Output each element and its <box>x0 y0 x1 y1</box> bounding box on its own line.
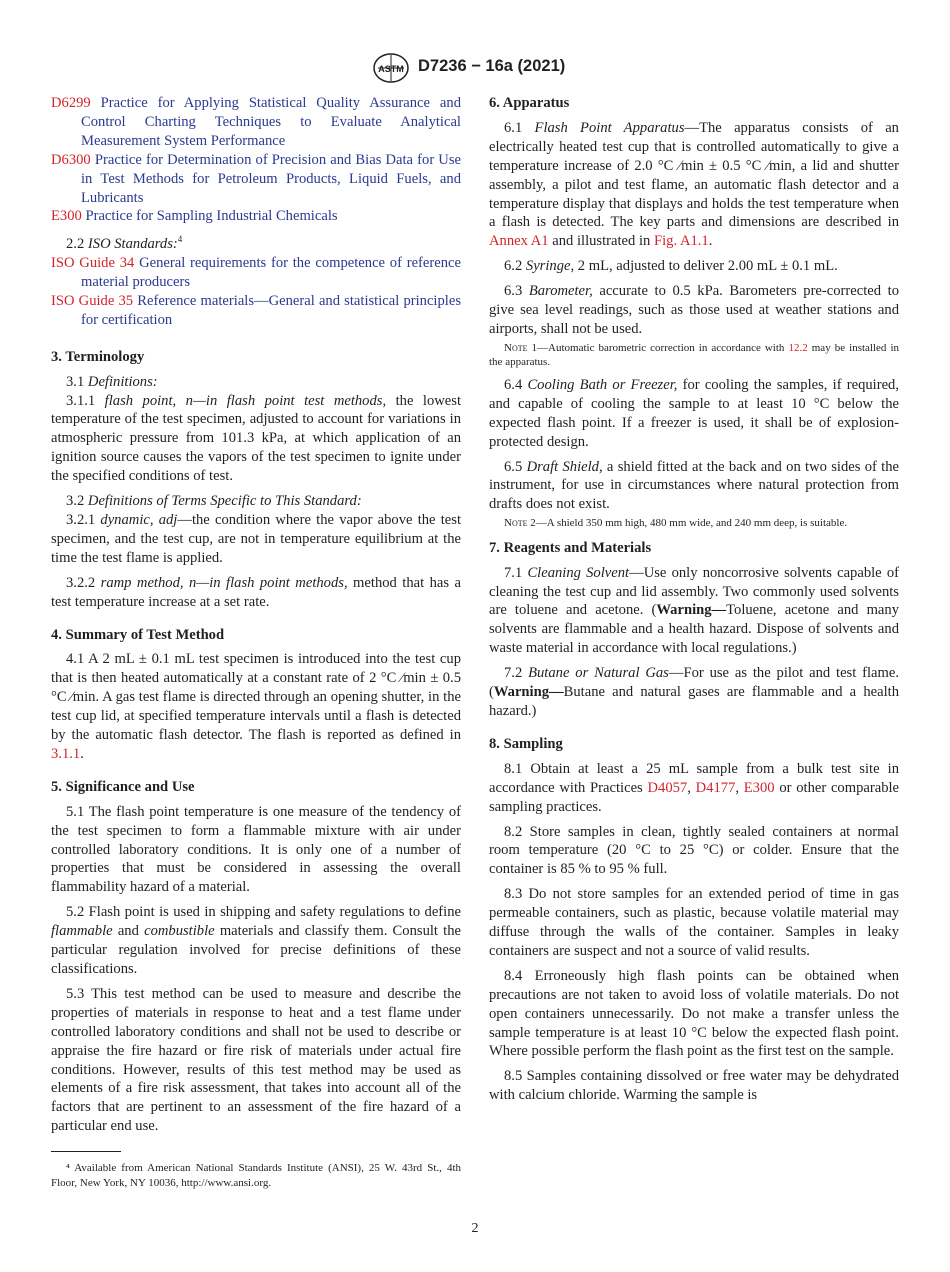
reference-code[interactable]: ISO Guide 35 <box>51 292 134 309</box>
section-heading-terminology: 3. Terminology <box>51 348 145 365</box>
paragraph-5-1: 5.1 The flash point temperature is one measure of the tendency of the test specimen to form a flammable mixture with air under controlled laboratory conditions. It is only one of a number of properties that must be considered in assessing the overall flammability hazard of a material. <box>51 803 461 896</box>
reference-iso-guide-34 <box>51 254 461 292</box>
link-3-1-1[interactable]: 3.1.1 <box>51 745 81 762</box>
paragraph-4-1: 4.1 A 2 mL ± 0.1 mL test specimen is introduced into the test cup that is then heated automatically at a constant rate of 2 °C ⁄min ± 0.5 °C ⁄min. A gas test flame is directed through an opening shutter, in the test cup lid, at specified temperature intervals until a flash is detected by the automatic flash detector. The flash is reported as defined in 3.1.1. <box>51 651 461 762</box>
section-heading-reagents: 7. Reagents and Materials <box>489 539 652 556</box>
page-number: 2 <box>471 1221 479 1236</box>
reference-d6299 <box>51 94 461 151</box>
reference-title[interactable]: Reference materials—General and statistical principles for certification <box>81 292 462 328</box>
svg-text:ASTM: ASTM <box>378 64 404 74</box>
reference-title[interactable]: General requirements for the competence of reference material producers <box>81 255 461 291</box>
paragraph-8-2: 8.2 Store samples in clean, tightly sealed containers at normal room temperature (20 °C to 25 °C) or colder. Ensure that the container is 85 % to 95 % full. <box>489 823 899 878</box>
paragraph-3-2-1: 3.2.1 dynamic, adj—the condition where the vapor above the test specimen, and the test cup, are not in temperature equilibrium at the time the test flame is applied. <box>51 511 461 566</box>
paragraph-6-3: 6.3 Barometer, accurate to 0.5 kPa. Barometers pre-corrected to give sea level readings, such as those used at weather stations and airports, shall not be used. <box>489 283 899 337</box>
right-column <box>489 94 899 1111</box>
link-fig-a1-1[interactable]: Fig. A1.1 <box>653 233 709 250</box>
paragraph-3-1-1: 3.1.1 flash point, n—in flash point test methods, the lowest temperature of the test specimen, adjusted to account for variations in atmospheric pressure from 101.3 kPa, at which application of an ignition source causes the vapors of the test specimen to ignite under the specified conditions of test. <box>51 392 461 485</box>
paragraph-6-1: 6.1 Flash Point Apparatus—The apparatus consists of an electrically heated test cup that is controlled automatically to give a temperature increase of 2.0 °C ⁄min ± 0.5 °C ⁄min, a lid and shutter assembly, a pilot and test flame, an automatic flash detector and a temperature display that displays and holds the test temperature when a flash is detected. The key parts and dimensions are described in Annex A1 and illustrated in Fig. A1.1. <box>489 119 899 250</box>
paragraph-8-4: 8.4 Erroneously high flash points can be obtained when precautions are not taken to avoid loss of volatile materials. Do not open containers unnecessarily. Do not make a transfer unless the sample temperature is at least 10 °C below the expected flash point. Where possible perform the flash point as the first test on the sample. <box>489 967 899 1060</box>
reference-code[interactable]: D6300 <box>51 151 91 168</box>
note-2: Note 2—A shield 350 mm high, 480 mm wide, and 240 mm deep, is suitable. <box>504 517 848 530</box>
reference-code[interactable]: E300 <box>51 208 82 225</box>
section-heading-significance: 5. Significance and Use <box>51 778 195 795</box>
reference-code[interactable]: ISO Guide 34 <box>51 255 135 272</box>
paragraph-7-2: 7.2 Butane or Natural Gas—For use as the pilot and test flame. (Warning—Butane and natural gases are flammable and a health hazard.) <box>489 665 900 719</box>
paragraph-8-3: 8.3 Do not store samples for an extended period of time in gas permeable containers, such as plastic, because volatile material may diffuse through the walls of the container. Samples in leaky containers are suspect and not a source of valid results. <box>489 886 899 959</box>
paragraph-5-2: 5.2 Flash point is used in shipping and safety regulations to define flammable and combustible materials and classify them. Consult the particular regulation involved for precise definitions of these classifications. <box>51 904 461 978</box>
section-heading-summary: 4. Summary of Test Method <box>51 626 225 643</box>
paragraph-6-2: 6.2 Syringe, 2 mL, adjusted to deliver 2.00 mL ± 0.1 mL. <box>504 258 838 275</box>
reference-iso-guide-35 <box>51 292 461 330</box>
footnote-4: ⁴ Available from American National Standards Institute (ANSI), 25 W. 43rd St., 4th Floor, New York, NY 10036, http://www.ansi.org. <box>51 1162 461 1189</box>
astm-logo-icon <box>372 52 410 84</box>
reference-title[interactable]: Practice for Sampling Industrial Chemicals <box>85 208 338 225</box>
link-d4177[interactable]: D4177 <box>695 779 736 796</box>
reference-title[interactable]: Practice for Applying Statistical Quality Assurance and Control Charting Techniques to Evaluate Analytical Measurement System Performance <box>81 95 461 149</box>
paragraph-3-2-2: 3.2.2 ramp method, n—in flash point methods, method that has a test temperature increase at a set rate. <box>51 574 461 610</box>
reference-e300 <box>51 207 461 226</box>
link-d4057[interactable]: D4057 <box>647 779 688 796</box>
paragraph-6-5: 6.5 Draft Shield, a shield fitted at the back and on two sides of the instrument, for use in circumstances where natural protection from drafts does not exist. <box>489 458 900 513</box>
document-designation: D7236 − 16a (2021) <box>418 57 566 75</box>
paragraph-5-3: 5.3 This test method can be used to measure and describe the properties of materials in response to heat and a test flame under controlled laboratory conditions and shall not be used to describe or appraise the fire hazard or fire risk of materials under actual fire conditions. However, results of this test method may be used as elements of a fire risk assessment, that takes into account all of the factors that are pertinent to an assessment of the fire hazard of a particular end use. <box>51 985 461 1135</box>
paragraph-8-1: 8.1 Obtain at least a 25 mL sample from a bulk test site in accordance with Practices D4057, D4177, E300 or other comparable sampling practices. <box>489 760 900 815</box>
link-12-2[interactable]: 12.2 <box>788 341 808 354</box>
reference-title[interactable]: Practice for Determination of Precision and Bias Data for Use in Test Methods for Petroleum Products, Liquid Fuels, and Lubricants <box>81 151 461 206</box>
section-heading-sampling: 8. Sampling <box>489 735 563 752</box>
link-annex-a1[interactable]: Annex A1 <box>489 233 549 250</box>
page-header <box>0 55 950 85</box>
footnote-rule <box>51 1151 121 1152</box>
paragraph-7-1: 7.1 Cleaning Solvent—Use only noncorrosive solvents capable of cleaning the test cup and lid assembly. Two commonly used solvents are toluene and acetone. (Warning—Toluene, acetone and many solvents are flammable and a health hazard. Dispose of solvents and waste material in accordance with local regulations.) <box>489 564 899 657</box>
reference-d6300 <box>51 151 461 208</box>
paragraph-6-4: 6.4 Cooling Bath or Freezer, for cooling the samples, if required, and capable of cooling the sample to at least 10 °C below the expected flash point. If a freezer is used, it shall be of explosion-protected design. <box>489 376 900 450</box>
link-e300[interactable]: E300 <box>743 779 775 796</box>
reference-code[interactable]: D6299 <box>51 95 91 111</box>
iso-standards-heading: 2.2 ISO Standards:$^4$ <box>66 234 183 253</box>
section-heading-apparatus: 6. Apparatus <box>489 95 570 111</box>
note-1: Note 1—Automatic barometric correction in accordance with 12.2 may be installed in the apparatus. <box>489 341 899 369</box>
paragraph-3-2: 3.2 Definitions of Terms Specific to This Standard: <box>66 493 362 510</box>
paragraph-8-5: 8.5 Samples containing dissolved or free water may be dehydrated with calcium chloride. Warming the sample is <box>489 1068 899 1104</box>
paragraph-3-1: 3.1 Definitions: <box>66 373 158 390</box>
left-column <box>51 94 461 1142</box>
